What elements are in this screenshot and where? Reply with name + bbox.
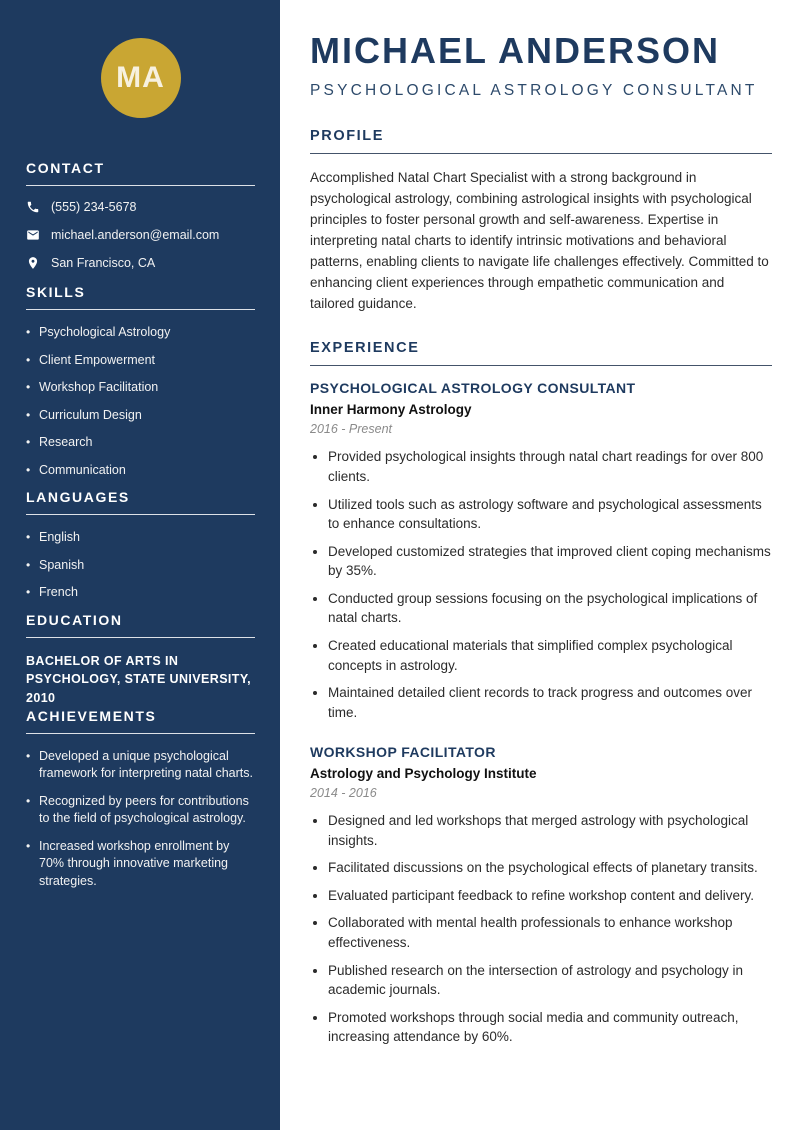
- skill-item: • Communication: [26, 462, 255, 480]
- experience-heading: EXPERIENCE: [310, 340, 772, 366]
- language-item: • French: [26, 584, 255, 602]
- job-dates: 2014 - 2016: [310, 786, 377, 801]
- achievements-heading: ACHIEVEMENTS: [26, 708, 255, 734]
- profile-text: Accomplished Natal Chart Specialist with a strong background in psychological astrology, combining astrological insights with psychological principles to foster personal growth and self-awareness. Expertise in interpreting natal charts to identify intrinsic motivations and behavioral patterns, enabling clients to navigate life challenges effectively. Committed to enhancing client experiences through empathetic communication and tailored guidance.: [310, 170, 769, 311]
- job-bullet: • Promoted workshops through social media and community outreach, increasing attendance by 60%.: [328, 1008, 772, 1047]
- avatar-initials: MA: [116, 61, 165, 94]
- job-bullet: • Evaluated participant feedback to refine workshop content and delivery.: [328, 886, 772, 906]
- job-bullet: • Designed and led workshops that merged astrology with psychological insights.: [328, 811, 772, 850]
- job-title: PSYCHOLOGICAL ASTROLOGY CONSULTANT: [310, 380, 636, 397]
- skills-heading: SKILLS: [26, 284, 255, 310]
- languages-list: [26, 529, 255, 602]
- contact-row-email: [26, 228, 255, 242]
- languages-heading: LANGUAGES: [26, 489, 255, 515]
- education-heading: EDUCATION: [26, 612, 255, 638]
- contact-section: [26, 160, 255, 270]
- contact-row-phone: [26, 200, 255, 214]
- avatar: [101, 38, 181, 118]
- email-value: michael.anderson@email.com: [51, 228, 220, 242]
- job-bullet: • Maintained detailed client records to track progress and outcomes over time.: [328, 683, 772, 722]
- skill-item: • Psychological Astrology: [26, 324, 255, 342]
- job-bullet-list: [310, 447, 772, 722]
- skill-item: • Research: [26, 434, 255, 452]
- achievement-item: • Increased workshop enrollment by 70% through innovative marketing strategies.: [26, 838, 255, 891]
- job-entry: [310, 744, 772, 1047]
- job-bullet: • Developed customized strategies that improved client coping mechanisms by 35%.: [328, 542, 772, 581]
- languages-section: [26, 489, 255, 602]
- job-company: Astrology and Psychology Institute: [310, 766, 537, 782]
- profile-heading: PROFILE: [310, 128, 772, 154]
- skills-section: [26, 284, 255, 479]
- contact-heading: CONTACT: [26, 160, 255, 186]
- main-content: [280, 0, 800, 1130]
- profile-section: [310, 128, 772, 314]
- job-bullet: • Conducted group sessions focusing on the psychological implications of natal charts.: [328, 589, 772, 628]
- job-dates: 2016 - Present: [310, 422, 392, 437]
- achievement-item: • Recognized by peers for contributions to the field of psychological astrology.: [26, 793, 255, 828]
- job-bullet-list: [310, 811, 772, 1047]
- location-value: San Francisco, CA: [51, 256, 156, 270]
- job-bullet: • Provided psychological insights through natal chart readings for over 800 clients.: [328, 447, 772, 486]
- email-icon: [26, 228, 40, 242]
- contact-row-location: [26, 256, 255, 270]
- language-item: • Spanish: [26, 557, 255, 575]
- achievements-list: [26, 748, 255, 891]
- phone-value: (555) 234-5678: [51, 200, 137, 214]
- location-pin-icon: [26, 256, 40, 270]
- job-bullet: • Published research on the intersection of astrology and psychology in academic journals.: [328, 961, 772, 1000]
- education-section: [26, 612, 255, 708]
- skill-item: • Client Empowerment: [26, 352, 255, 370]
- skill-item: • Workshop Facilitation: [26, 379, 255, 397]
- person-name: MICHAEL ANDERSON: [310, 30, 721, 71]
- job-bullet: • Utilized tools such as astrology software and psychological assessments to enhance consultations.: [328, 495, 772, 534]
- achievements-section: [26, 708, 255, 891]
- education-degree: BACHELOR OF ARTS IN PSYCHOLOGY, STATE UNIVERSITY, 2010: [26, 653, 252, 705]
- job-title: WORKSHOP FACILITATOR: [310, 744, 496, 761]
- achievement-item: • Developed a unique psychological framework for interpreting natal charts.: [26, 748, 255, 783]
- person-title: PSYCHOLOGICAL ASTROLOGY CONSULTANT: [310, 82, 758, 99]
- skills-list: [26, 324, 255, 479]
- job-bullet: • Facilitated discussions on the psychological effects of planetary transits.: [328, 858, 772, 878]
- phone-icon: [26, 200, 40, 214]
- job-bullet: • Collaborated with mental health professionals to enhance workshop effectiveness.: [328, 913, 772, 952]
- job-company: Inner Harmony Astrology: [310, 402, 472, 418]
- job-bullet: • Created educational materials that simplified complex psychological concepts in astrology.: [328, 636, 772, 675]
- skill-item: • Curriculum Design: [26, 407, 255, 425]
- language-item: • English: [26, 529, 255, 547]
- job-entry: [310, 380, 772, 722]
- experience-section: [310, 340, 772, 1046]
- sidebar: [0, 0, 280, 1130]
